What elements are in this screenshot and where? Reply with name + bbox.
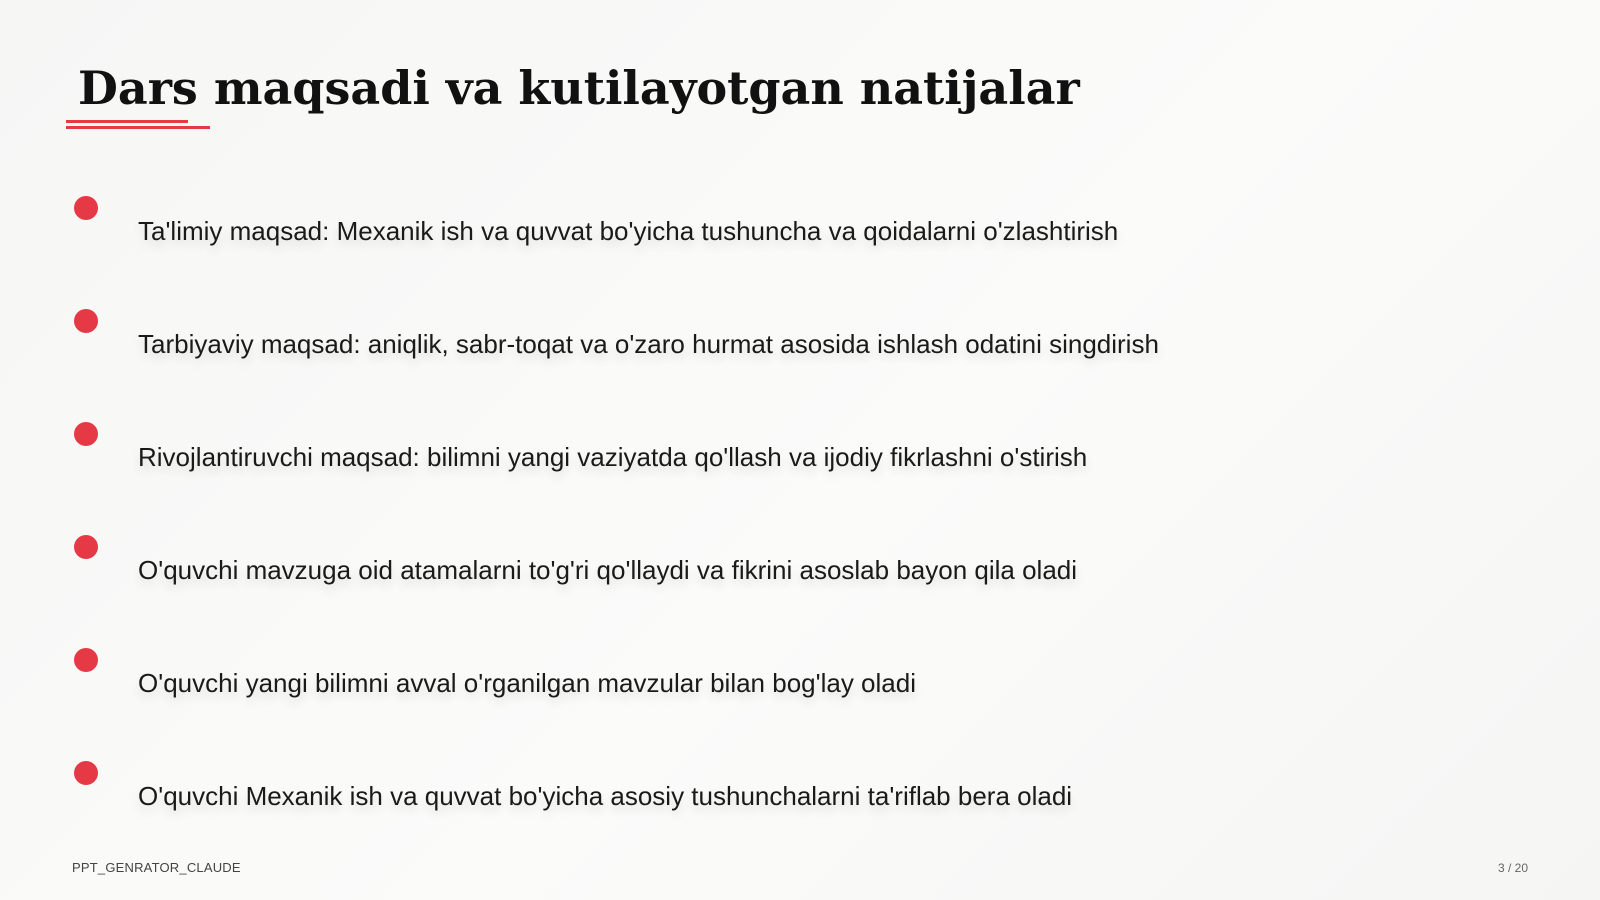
footer-label: PPT_GENRATOR_CLAUDE <box>72 860 241 875</box>
bullet-dot-icon <box>74 196 98 220</box>
bullet-dot-icon <box>74 535 98 559</box>
bullet-dot-icon <box>74 422 98 446</box>
bullet-dot-icon <box>74 761 98 785</box>
bullet-item-3 <box>0 422 1600 522</box>
bullet-item-2 <box>0 309 1600 409</box>
bullet-item-6 <box>0 761 1600 861</box>
page-indicator: 3 / 20 <box>1497 861 1528 875</box>
bullet-text: Tarbiyaviy maqsad: aniqlik, sabr-toqat va o'zaro hurmat asosida ishlash odatini singdirish <box>138 329 1159 359</box>
bullet-dot-icon <box>74 309 98 333</box>
bullet-item-4 <box>0 535 1600 635</box>
bullet-text: O'quvchi mavzuga oid atamalarni to'g'ri qo'llaydi va fikrini asoslab bayon qila oladi <box>138 555 1078 585</box>
bullet-item-1 <box>0 196 1600 296</box>
bullet-item-5 <box>0 648 1600 748</box>
slide-title: Dars maqsadi va kutilayotgan natijalar <box>78 61 1080 115</box>
bullet-text: O'quvchi yangi bilimni avval o'rganilgan mavzular bilan bog'lay oladi <box>138 668 916 698</box>
bullet-text: Ta'limiy maqsad: Mexanik ish va quvvat bo'yicha tushuncha va qoidalarni o'zlashtirish <box>138 216 1119 246</box>
bullet-dot-icon <box>74 648 98 672</box>
bullet-text: Rivojlantiruvchi maqsad: bilimni yangi vaziyatda qo'llash va ijodiy fikrlashni o'stirish <box>138 442 1088 472</box>
bullet-text: O'quvchi Mexanik ish va quvvat bo'yicha asosiy tushunchalarni ta'riflab bera oladi <box>138 781 1073 811</box>
